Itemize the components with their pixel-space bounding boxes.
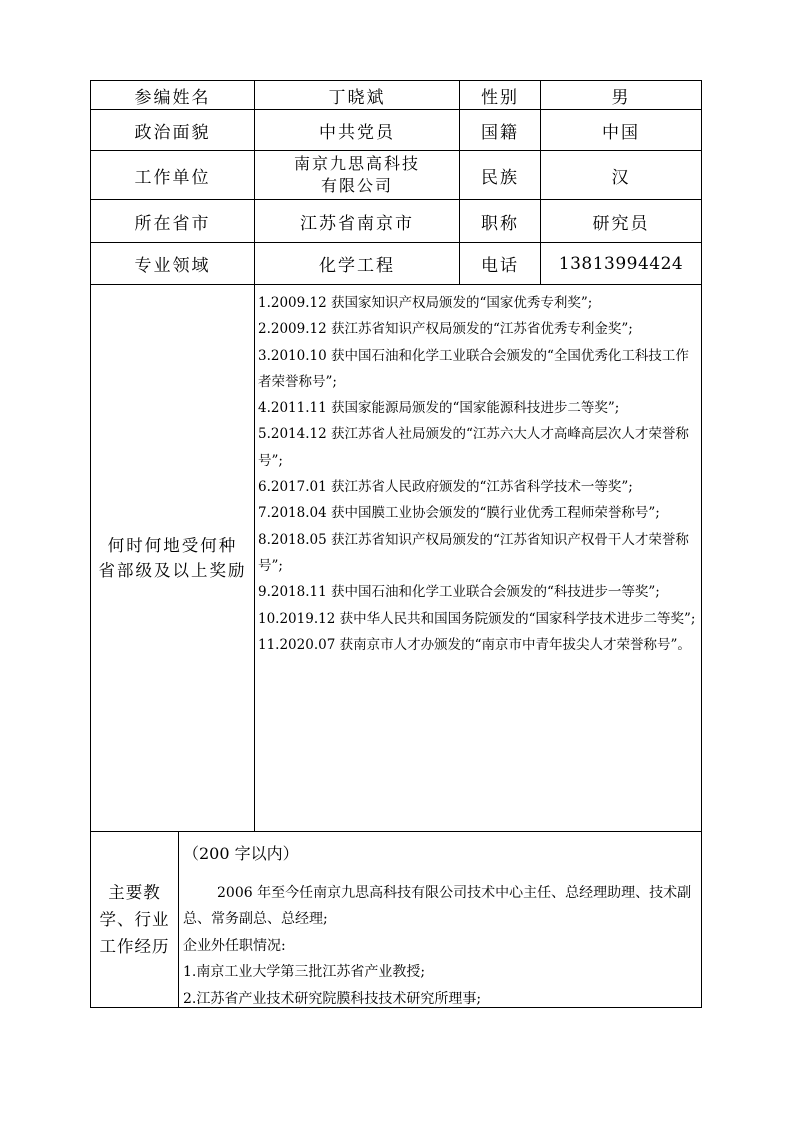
label-text: 电话 <box>481 256 519 276</box>
column-divider <box>178 831 179 1008</box>
value-field <box>255 243 459 284</box>
label-location <box>91 200 254 242</box>
value-text-line1: 南京九思高科技 <box>293 154 420 173</box>
label-text-line2: 学、行业 <box>99 910 170 929</box>
label-text-line3: 工作经历 <box>99 937 170 956</box>
label-text: 所在省市 <box>134 213 211 234</box>
award-item: 4.2011.11 获国家能源局颁发的“国家能源科技进步二等奖”; <box>258 400 620 417</box>
value-nationality <box>541 110 701 150</box>
value-gender <box>541 81 701 109</box>
award-item: 7.2018.04 获中国膜工业协会颁发的“膜行业优秀工程师荣誉称号”; <box>258 505 660 522</box>
value-text: 男 <box>611 87 631 108</box>
label-gender <box>460 81 540 109</box>
value-text-line2: 有限公司 <box>320 176 393 195</box>
award-item: 2.2009.12 获江苏省知识产权局颁发的“江苏省优秀专利金奖”; <box>258 321 633 338</box>
value-phone <box>541 243 701 284</box>
experience-item: 1.南京工业大学第三批江苏省产业教授; <box>183 964 426 980</box>
experience-paragraph: 2006 年至今任南京九思高科技有限公司技术中心主任、总经理助理、技术副总、常务副总、总经理; <box>183 884 692 927</box>
value-ethnicity <box>541 151 701 199</box>
value-text: 江苏省南京市 <box>300 213 414 234</box>
table-border-right <box>701 80 702 1008</box>
label-text: 国籍 <box>481 122 519 143</box>
label-field <box>91 243 254 284</box>
value-location <box>255 200 459 242</box>
award-item: 8.2018.05 获江苏省知识产权局颁发的“江苏省知识产权骨干人才荣誉称号”; <box>258 531 689 574</box>
value-political-status <box>255 110 459 150</box>
value-text: 丁晓斌 <box>328 87 386 108</box>
label-text: 工作单位 <box>134 167 211 188</box>
label-title <box>460 200 540 242</box>
award-item: 10.2019.12 获中华人民共和国国务院颁发的“国家科学技术进步二等奖”; <box>258 610 696 627</box>
label-phone <box>460 243 540 284</box>
award-item: 9.2018.11 获中国石油和化学工业联合会颁发的“科技进步一等奖”; <box>258 584 660 601</box>
awards-list <box>258 290 698 658</box>
value-name <box>255 81 459 109</box>
award-item: 5.2014.12 获江苏省人社局颁发的“江苏六大人才高峰高层次人才荣誉称号”; <box>258 426 689 469</box>
value-text: 13813994424 <box>558 253 684 274</box>
label-political-status <box>91 110 254 150</box>
label-text: 政治面貌 <box>134 122 211 143</box>
award-item: 6.2017.01 获江苏省人民政府颁发的“江苏省科学技术一等奖”; <box>258 479 633 496</box>
value-text: 中国 <box>602 122 640 143</box>
label-text-line2: 省部级及以上奖励 <box>98 561 247 580</box>
value-text: 化学工程 <box>319 256 395 276</box>
label-experience <box>91 832 178 1007</box>
experience-outside-heading: 企业外任职情况: <box>183 937 286 954</box>
label-ethnicity <box>460 151 540 199</box>
award-item: 1.2009.12 获国家知识产权局颁发的“国家优秀专利奖”; <box>258 295 593 311</box>
value-text: 汉 <box>611 167 631 188</box>
award-item: 3.2010.10 获中国石油和化学工业联合会颁发的“全国优秀化工科技工作者荣誉称号”; <box>258 347 689 390</box>
label-text: 参编姓名 <box>134 87 211 108</box>
experience-content <box>183 841 698 1012</box>
value-title <box>541 200 701 242</box>
experience-note: （200 字以内） <box>183 844 299 863</box>
value-text: 研究员 <box>592 213 650 234</box>
label-text-line1: 主要教 <box>108 883 161 902</box>
label-name <box>91 81 254 109</box>
value-employer <box>255 151 459 199</box>
row-divider <box>90 831 702 832</box>
experience-item: 2.江苏省产业技术研究院膜科技技术研究所理事; <box>183 990 482 1007</box>
award-item: 11.2020.07 获南京市人才办颁发的“南京市中青年拔尖人才荣誉称号”。 <box>258 636 691 653</box>
label-text-line1: 何时何地受何种 <box>107 536 238 555</box>
label-nationality <box>460 110 540 150</box>
label-text: 职称 <box>481 213 519 234</box>
label-awards <box>91 285 254 831</box>
label-text: 民族 <box>481 167 519 188</box>
label-text: 专业领域 <box>134 256 211 276</box>
value-text: 中共党员 <box>319 122 395 143</box>
label-employer <box>91 151 254 199</box>
label-text: 性别 <box>481 87 519 108</box>
